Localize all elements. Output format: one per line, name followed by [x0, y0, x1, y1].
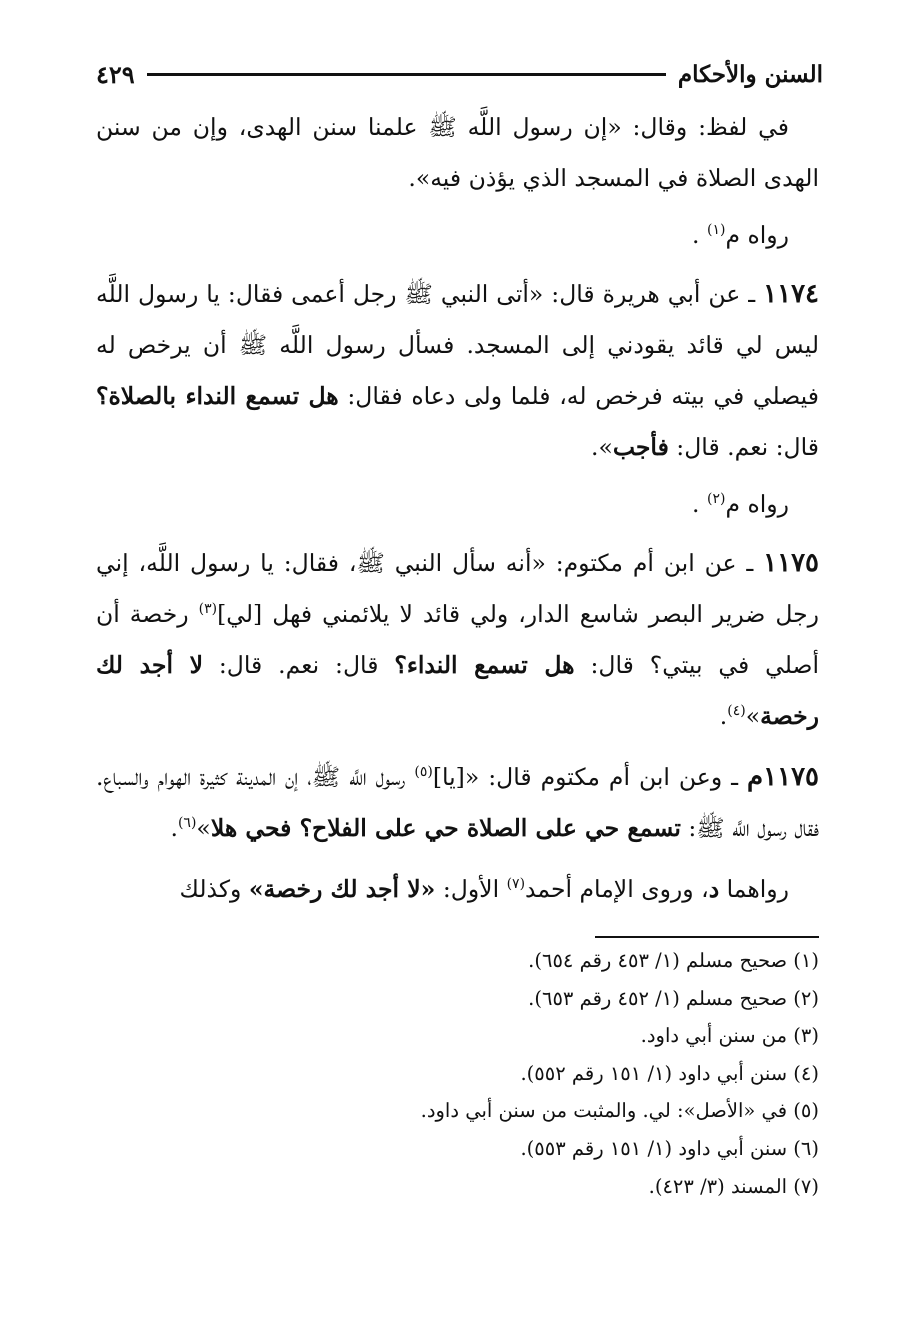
- footnote-ref: (٦): [177, 815, 197, 832]
- footnote-ref: (٧): [506, 876, 526, 893]
- prophetic-speech: فأجب: [612, 433, 669, 461]
- hadith-text: قال: نعم. قال:: [202, 651, 395, 679]
- hadith-text: قال: نعم. قال:: [668, 433, 819, 461]
- footnotes: [96, 942, 819, 1205]
- prophetic-speech: «لا أجد لك رخصة»: [248, 875, 436, 903]
- hadith-text: ».: [590, 433, 613, 461]
- main-text: [96, 102, 819, 915]
- hadith-number: ١١٧٥: [763, 548, 819, 578]
- footnote-2: (٢) صحيح مسلم (١/ ٤٥٢ رقم ٦٥٣).: [528, 986, 819, 1010]
- footnote-4: (٤) سنن أبي داود (١/ ١٥١ رقم ٥٥٢).: [520, 1061, 819, 1085]
- footnote-ref: (٥): [414, 764, 433, 781]
- footnote-ref: (٢): [706, 491, 726, 508]
- footnote-1: (١) صحيح مسلم (١/ ٤٥٣ رقم ٦٥٤).: [528, 949, 819, 972]
- narration-text: ، وروى الإمام أحمد: [525, 875, 709, 903]
- hadith-number: ١١٧٥م: [747, 762, 820, 792]
- footnote-5: (٥) في «الأصل»: لي. والمثبت من سنن أبي داود.: [420, 1099, 819, 1123]
- page-header: [96, 52, 823, 96]
- prophetic-speech: لا أجد لك رخصة: [96, 651, 819, 730]
- hadith-text: رسول اللَّه ﷺ، إن المدينة كثيرة الهوام والسباع. فقال رسول اللَّه ﷺ:: [96, 763, 819, 842]
- hadith-text: ـ عن ابن أم مكتوم: «أنه سأل النبي ﷺ، فقال: يا رسول اللَّه، إني رجل ضرير البصر شاسع الدار، ولي قائد لا يلائمني فهل [لي]: [96, 549, 819, 628]
- hadith-1175: [96, 538, 819, 742]
- hadith-1174: [96, 269, 819, 473]
- hadith-text: »: [745, 702, 761, 730]
- narration-line: رواه م$^{(٢)}$ .: [692, 490, 789, 518]
- hadith-text: .: [170, 814, 178, 842]
- paragraph-continued: في لفظ: وقال: «إن رسول اللَّه ﷺ علمنا سنن الهدى، وإن من سنن الهدى الصلاة في المسجد الذي يؤذن فيه».: [96, 113, 819, 192]
- narration-line: رواه م$^{(١)}$ .: [692, 221, 789, 249]
- hadith-text: .: [719, 702, 728, 730]
- source-abbrev: د: [708, 875, 720, 903]
- footnote-ref: (٣): [198, 601, 218, 618]
- footnote-6: (٦) سنن أبي داود (١/ ١٥١ رقم ٥٥٣).: [520, 1136, 819, 1160]
- hadith-number: ١١٧٤: [763, 279, 819, 309]
- prophetic-speech: تسمع حي على الصلاة حي على الفلاح؟ فحي هلا: [210, 814, 681, 842]
- prophetic-speech: هل تسمع النداء؟: [394, 651, 575, 679]
- footnote-3: (٣) من سنن أبي داود.: [640, 1024, 819, 1048]
- footnote-ref: (١): [706, 222, 726, 239]
- narration-text: رواهما: [719, 875, 789, 903]
- narration-text: رواه م: [725, 221, 789, 249]
- hadith-text: رخصة أن أصلي في بيتي؟ قال:: [96, 600, 819, 679]
- closing-narration: [96, 864, 819, 915]
- hadith-text: ـ عن أبي هريرة قال: «أتى النبي ﷺ رجل أعمى فقال: يا رسول اللَّه ليس لي قائد يقودني إلى المسجد. فسأل رسول اللَّه ﷺ أن يرخص له فيصلي في بيته فرخص له، فلما ولى دعاه فقال:: [96, 280, 819, 410]
- footnote-separator: [595, 936, 819, 938]
- hadith-text: »: [196, 814, 211, 842]
- footnote-7: (٧) المسند (٣/ ٤٢٣).: [648, 1174, 819, 1198]
- running-title: السنن والأحكام: [677, 60, 823, 88]
- header-rule: [147, 73, 666, 76]
- page-number: ٤٢٩: [96, 59, 135, 89]
- footnote-ref: (٤): [727, 703, 746, 720]
- hadith-1175m: [96, 752, 819, 854]
- narration-text: وكذلك: [179, 875, 249, 903]
- prophetic-speech: هل تسمع النداء بالصلاة؟: [96, 382, 339, 410]
- narration-text: رواه م: [725, 490, 789, 518]
- hadith-text: ـ وعن ابن أم مكتوم قال: «[يا]: [432, 763, 748, 791]
- narration-text: الأول:: [435, 875, 507, 903]
